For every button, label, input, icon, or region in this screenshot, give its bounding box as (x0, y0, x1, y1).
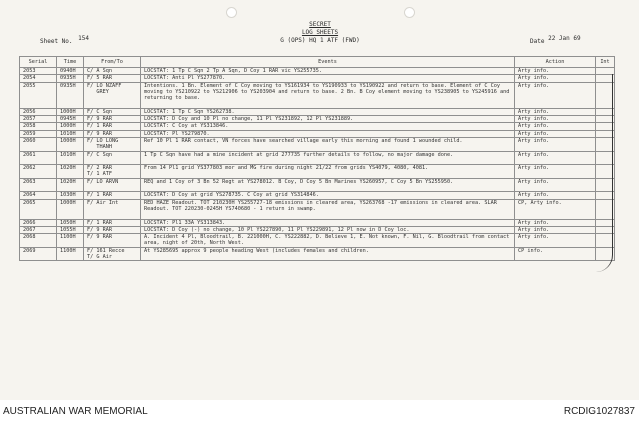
log-time: 0945H (57, 116, 84, 123)
log-event: LOCSTAT: 1 Tp C Sqn 2 Tp A Sqn, D Coy 1 RAR vic YS255735. (141, 68, 515, 75)
date-field (530, 35, 581, 45)
log-from-to: F/ 5 RAR (84, 75, 141, 82)
log-serial: 2066 (20, 219, 57, 226)
log-from-to: F/ Air Int (84, 199, 141, 219)
log-action: Arty info. (515, 116, 596, 123)
log-time: 1020H (57, 165, 84, 179)
log-event: From 14 Pl1 grid YS377803 mor and MG fire during night 21/22 from grids YS4079, 4080, 4081. (141, 165, 515, 179)
log-serial: 2060 (20, 137, 57, 151)
log-time: 1100H (57, 247, 84, 261)
log-serial: 2064 (20, 192, 57, 199)
table-row (20, 226, 615, 233)
log-action: Arty info. (515, 75, 596, 82)
log-time: 1000H (57, 108, 84, 115)
log-action: Arty info. (515, 219, 596, 226)
log-serial: 2062 (20, 165, 57, 179)
log-from-to: F/ 9 RAR (84, 116, 141, 123)
log-action: CP info. (515, 247, 596, 261)
log-event: LOCSTAT: Pl1 33A YS313843. (141, 219, 515, 226)
punch-hole (404, 7, 415, 18)
log-time: 1020H (57, 178, 84, 192)
archive-reference: RCDIG1027837 (563, 406, 635, 417)
col-header-from-to: From/To (84, 57, 141, 68)
log-event: LOCSTAT: D Coy at grid YS278735. C Coy at grid YS314846. (141, 192, 515, 199)
log-from-to: F/ 2 RAR T/ 1 ATF (84, 165, 141, 179)
log-action: Arty info. (515, 165, 596, 179)
log-serial: 2058 (20, 123, 57, 130)
log-event: LOCSTAT: Anti Pl YS277870. (141, 75, 515, 82)
log-from-to: F/ C Sqn (84, 151, 141, 165)
log-time: 0935H (57, 75, 84, 82)
col-header-action: Action (515, 57, 596, 68)
log-serial: 2056 (20, 108, 57, 115)
log-serial: 2053 (20, 68, 57, 75)
log-event: LOCSTAT: C Coy at YS313846. (141, 123, 515, 130)
log-time: 1000H (57, 137, 84, 151)
log-time: 1100H (57, 234, 84, 248)
log-time: 1010H (57, 130, 84, 137)
log-event: LOCSTAT: D Coy (-) no change, 10 Pl YS227890, 11 Pl YS229891, 12 Pl now in D Coy loc. (141, 226, 515, 233)
archive-credit: AUSTRALIAN WAR MEMORIAL (3, 406, 148, 417)
log-event: REQ and 1 Coy of 3 Bn 52 Regt at YS278012. B Coy, D Coy 5 Bn Marines YS260957, C Coy 5 Bn YS255950. (141, 178, 515, 192)
log-from-to: F/ 1 RAR (84, 123, 141, 130)
table-header-row (20, 57, 615, 68)
log-time: 1000H (57, 123, 84, 130)
col-header-int: Int (596, 57, 615, 68)
log-serial: 2069 (20, 247, 57, 261)
log-from-to: F/ LO ARVN (84, 178, 141, 192)
log-event: 1 Tp C Sqn have had a mine incident at grid 277735 further details to follow, no major damage done. (141, 151, 515, 165)
log-from-to: F/ LO LONG THANH (84, 137, 141, 151)
table-row (20, 137, 615, 151)
log-time: 0935H (57, 82, 84, 108)
log-event: A. Incident 4 Pl, Bloodtrail, B. 221000H, C. YS222882, D. Believe 1, E. Not known, F. Nil, G. Bloodtrail from contact area, night of 20th, North West. (141, 234, 515, 248)
log-time: 1000H (57, 199, 84, 219)
log-action: Arty info. (515, 234, 596, 248)
log-from-to: C/ A Sqn (84, 68, 141, 75)
log-from-to: F/ LO NZAFF GREY (84, 82, 141, 108)
log-action: Arty info. (515, 137, 596, 151)
log-action: Arty info. (515, 226, 596, 233)
log-event: Intentions. 1 Bn. Element of C Coy moving to YS161934 to YS190933 to YS190922 and return to base. Element of C Coy moving to YS210922 to YS212906 to YS203904 and return to base. 2 Bn. B Coy element moving to YS238905 to YS245916 and returning to base. (141, 82, 515, 108)
sheet-no-label: Sheet No. (40, 38, 73, 45)
log-time: 0940H (57, 68, 84, 75)
log-from-to: F/ 9 RAR (84, 226, 141, 233)
table-row (20, 116, 615, 123)
log-event: At YS285695 approx 9 people heading West (includes females and children. (141, 247, 515, 261)
sheet-number (40, 35, 89, 45)
log-from-to: F/ 1 RAR (84, 219, 141, 226)
log-time: 1055H (57, 226, 84, 233)
log-event: LOCSTAT: D Coy and 10 Pl no change, 11 Pl YS231892, 12 Pl YS231889. (141, 116, 515, 123)
log-event: LOCSTAT: 1 Tp C Sqn YS262738. (141, 108, 515, 115)
log-serial: 2063 (20, 178, 57, 192)
log-from-to: F/ 161 Recce T/ G Air (84, 247, 141, 261)
margin-pen-line (596, 74, 613, 272)
log-table (19, 56, 615, 261)
log-serial: 2068 (20, 234, 57, 248)
document-title: LOG SHEETS (301, 29, 339, 36)
log-action: Arty info. (515, 192, 596, 199)
table-row (20, 219, 615, 226)
table-row (20, 165, 615, 179)
log-action: Arty info. (515, 123, 596, 130)
classification: SECRET (309, 21, 331, 28)
log-time: 1030H (57, 192, 84, 199)
table-row (20, 75, 615, 82)
log-action: Arty info. (515, 151, 596, 165)
unit-heading: G (OPS) HQ 1 ATF (FWD) (280, 37, 360, 44)
date-label: Date (530, 38, 545, 45)
log-entries (20, 68, 615, 261)
log-time: 1010H (57, 151, 84, 165)
table-row (20, 68, 615, 75)
punch-hole (226, 7, 237, 18)
log-time: 1050H (57, 219, 84, 226)
table-row (20, 247, 615, 261)
col-header-time: Time (57, 57, 84, 68)
log-serial: 2061 (20, 151, 57, 165)
log-action: Arty info. (515, 178, 596, 192)
table-row (20, 192, 615, 199)
log-action: Arty info. (515, 82, 596, 108)
log-from-to: F/ 1 RAR (84, 192, 141, 199)
log-action: CP, Arty info. (515, 199, 596, 219)
log-action: Arty info. (515, 108, 596, 115)
table-row (20, 123, 615, 130)
table-row (20, 178, 615, 192)
log-serial: 2055 (20, 82, 57, 108)
log-from-to: F/ 9 RAR (84, 130, 141, 137)
table-row (20, 108, 615, 115)
log-serial: 2054 (20, 75, 57, 82)
table-row (20, 130, 615, 137)
log-serial: 2067 (20, 226, 57, 233)
log-action: Arty info. (515, 130, 596, 137)
col-header-serial: Serial (20, 57, 57, 68)
table-row (20, 234, 615, 248)
date-value: 22 Jan 69 (548, 35, 581, 42)
table-row (20, 82, 615, 108)
log-from-to: F/ C Sqn (84, 108, 141, 115)
log-from-to: F/ 9 RAR (84, 234, 141, 248)
log-action: Arty info. (515, 68, 596, 75)
table-row (20, 199, 615, 219)
log-event: LOCSTAT: Pl YS279870. (141, 130, 515, 137)
table-row (20, 151, 615, 165)
log-serial: 2057 (20, 116, 57, 123)
log-serial: 2065 (20, 199, 57, 219)
log-serial: 2059 (20, 130, 57, 137)
log-event: Ref 10 Pl 1 RAR contact, VN forces have searched village early this morning and found 1 wounded child. (141, 137, 515, 151)
sheet-no-value: 154 (78, 35, 89, 42)
log-event: RED HAZE Readout. TOT 210230H YS255727-18 emissions in cleared area, YS263768 -17 emissions in cleared area. SLAR Readout. TOT 220230-0245H YS740680 - 1 return in swamp. (141, 199, 515, 219)
col-header-events: Events (141, 57, 515, 68)
